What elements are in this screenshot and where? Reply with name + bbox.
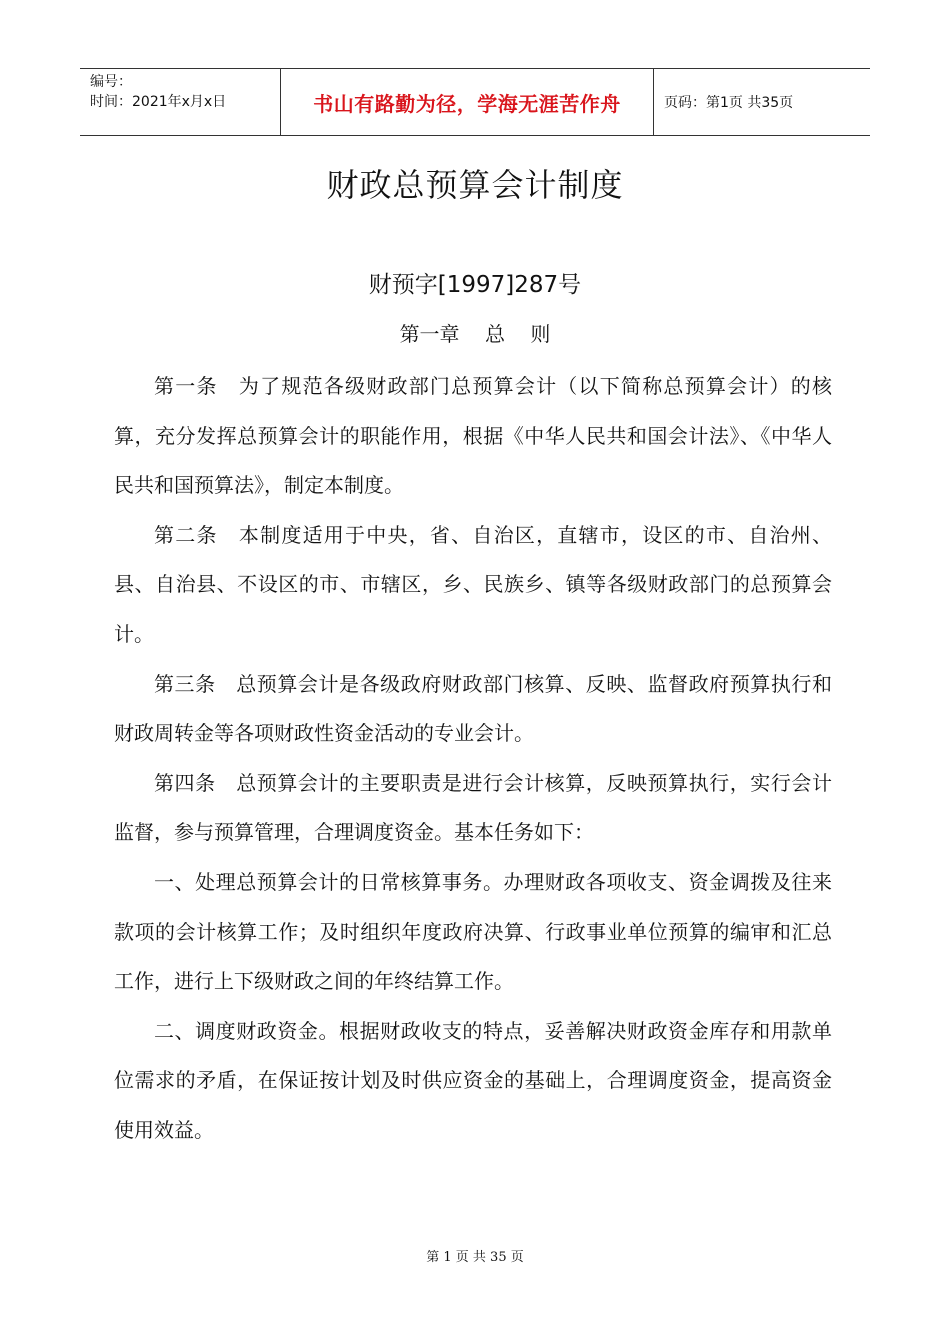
page-info: 页码：第1页 共35页: [664, 95, 794, 111]
header-table: [80, 68, 870, 136]
document-body: [114, 362, 832, 1156]
paragraph-article-3: 第三条 总预算会计是各级政府财政部门核算、反映、监督政府预算执行和财政周转金等各项财政性资金活动的专业会计。: [114, 671, 832, 746]
doc-number-label: 编号：: [90, 74, 132, 90]
paragraph-task-2: 二、调度财政资金。根据财政收支的特点，妥善解决财政资金库存和用款单位需求的矛盾，在保证按计划及时供应资金的基础上，合理调度资金，提高资金使用效益。: [114, 1018, 832, 1142]
motto-text: 书山有路勤为径，学海无涯苦作舟: [313, 91, 621, 116]
document-title: 财政总预算会计制度: [326, 166, 624, 204]
page-footer: 第 1 页 共 35 页: [426, 1250, 524, 1265]
paragraph-article-4: 第四条 总预算会计的主要职责是进行会计核算，反映预算执行，实行会计监督，参与预算管理，合理调度资金。基本任务如下：: [114, 770, 832, 845]
paragraph-task-1: 一、处理总预算会计的日常核算事务。办理财政各项收支、资金调拨及往来款项的会计核算工作；及时组织年度政府决算、行政事业单位预算的编审和汇总工作，进行上下级财政之间的年终结算工作。: [114, 869, 832, 994]
paragraph-article-2: 第二条 本制度适用于中央，省、自治区，直辖市，设区的市、自治州、县、自治县、不设区的市、市辖区，乡、民族乡、镇等各级财政部门的总预算会计。: [114, 522, 832, 646]
document-number: 财预字[1997]287号: [368, 272, 582, 298]
doc-date-label: 时间：2021年x月x日: [90, 94, 227, 110]
chapter-heading: 第一章 总 则: [399, 322, 551, 346]
header-meta-cell: [80, 69, 281, 135]
header-motto-cell: [281, 69, 654, 135]
header-page-cell: [654, 69, 870, 135]
paragraph-article-1: 第一条 为了规范各级财政部门总预算会计（以下简称总预算会计）的核算，充分发挥总预算会计的职能作用，根据《中华人民共和国会计法》、《中华人民共和国预算法》，制定本制度。: [114, 374, 832, 498]
